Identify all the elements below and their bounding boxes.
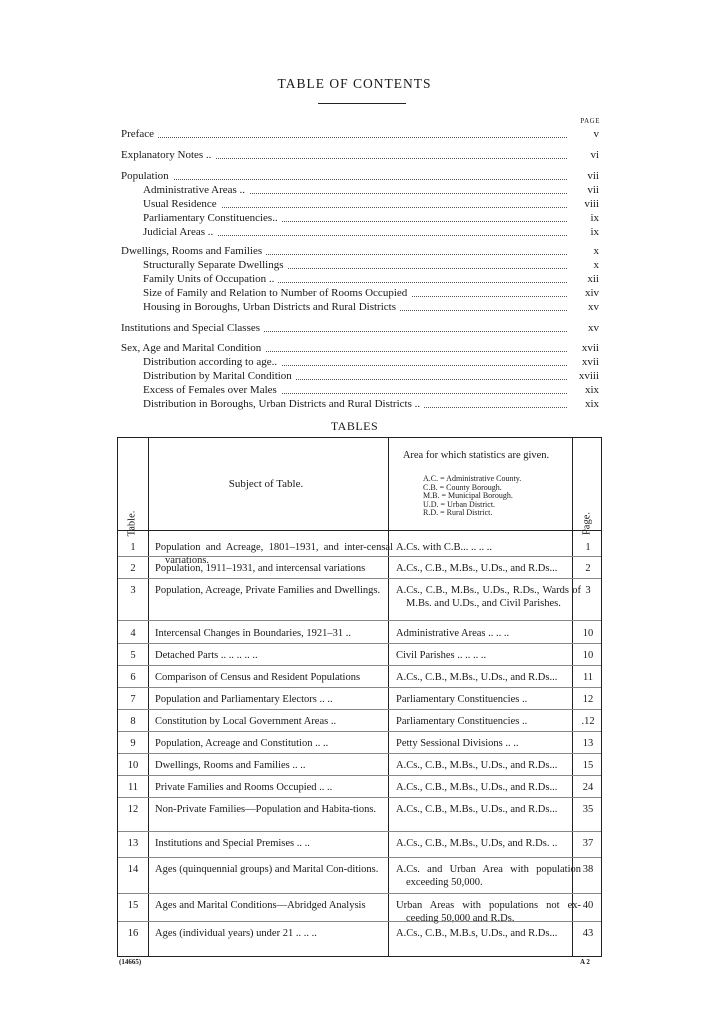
toc-entry-page: ix	[586, 225, 599, 239]
header-divider	[118, 530, 601, 531]
row-divider	[118, 709, 601, 710]
toc-entry	[143, 258, 599, 272]
toc-entry-page: xix	[581, 397, 599, 411]
table-page: 15	[582, 760, 594, 771]
legend-item: R.D. = Rural District.	[423, 508, 493, 518]
table-area: A.Cs., C.B., M.Bs., U.Ds, and R.Ds. ..	[396, 838, 558, 849]
row-divider	[118, 731, 601, 732]
table-subject: Institutions and Special Premises .. ..	[155, 838, 310, 849]
print-code: (14665)	[119, 958, 142, 966]
toc-entry	[143, 225, 599, 239]
table-number: 16	[127, 928, 139, 939]
row-divider	[118, 556, 601, 557]
table-page: 3	[585, 585, 591, 596]
row-divider	[118, 578, 601, 579]
toc-entry-label: Family Units of Occupation ..	[143, 273, 278, 285]
table-subject: Detached Parts .. .. .. .. ..	[155, 650, 258, 661]
table-number: 7	[130, 694, 136, 705]
toc-entry-label: Distribution according to age..	[143, 356, 281, 368]
table-number: 1	[130, 542, 136, 553]
table-number: 11	[127, 782, 139, 793]
row-divider	[118, 831, 601, 832]
toc-entry-label: Dwellings, Rooms and Families	[121, 245, 266, 257]
table-area: A.Cs., C.B., M.B.s, U.Ds., and R.Ds...	[396, 928, 558, 939]
tables-list	[117, 437, 602, 957]
toc-entry-label: Distribution in Boroughs, Urban Districts and Rural Districts ..	[143, 398, 424, 410]
signature-mark: A 2	[580, 958, 590, 966]
toc-entry	[143, 286, 599, 300]
table-subject: Population and Parliamentary Electors .. ..	[155, 694, 333, 705]
toc-entry	[143, 397, 599, 411]
table-number: 12	[127, 804, 139, 815]
toc-entry	[143, 369, 599, 383]
table-column-header: Table.	[126, 510, 138, 537]
table-area: A.Cs., C.B., M.Bs., U.Ds., and R.Ds...	[396, 782, 558, 793]
legend-item: C.B. = County Borough.	[423, 482, 502, 492]
table-subject: Population and Acreage, 1801–1931, and inter-censal variations.	[155, 542, 393, 566]
toc-entry	[143, 211, 599, 225]
table-area: Administrative Areas .. .. ..	[396, 628, 510, 639]
toc-entry	[121, 244, 599, 258]
toc-entry-page: xiv	[581, 286, 599, 300]
row-divider	[118, 921, 601, 922]
table-subject: Population, 1911–1931, and intercensal variations	[155, 563, 366, 574]
toc-entry-page: viii	[580, 197, 599, 211]
toc-entry-label: Institutions and Special Classes	[121, 322, 264, 334]
tables-heading: TABLES	[330, 419, 379, 433]
toc-entry	[143, 355, 599, 369]
toc-entry-page: x	[590, 258, 600, 272]
toc-entry-page: xvii	[578, 355, 599, 369]
row-divider	[118, 797, 601, 798]
table-page: 13	[582, 738, 594, 749]
row-divider	[118, 893, 601, 894]
page-column-label: PAGE	[580, 117, 600, 125]
table-page: 12	[582, 694, 594, 705]
table-area: A.Cs., C.B., M.Bs., U.Ds., and R.Ds...	[396, 760, 558, 771]
toc-entry	[121, 321, 599, 335]
toc-entry-page: xv	[584, 321, 599, 335]
toc-entry	[121, 148, 599, 162]
toc-entry-label: Administrative Areas ..	[143, 184, 249, 196]
toc-entry-label: Distribution by Marital Condition	[143, 370, 296, 382]
table-subject: Ages and Marital Conditions—Abridged Analysis	[155, 900, 366, 911]
title-rule	[318, 103, 406, 104]
table-number: 3	[130, 585, 136, 596]
table-subject: Comparison of Census and Resident Populations	[155, 672, 361, 683]
table-page: 37	[582, 838, 594, 849]
table-page: 11	[582, 672, 594, 683]
toc-entry-page: vii	[583, 169, 599, 183]
leader-dots	[121, 179, 567, 180]
table-area: A.Cs. with C.B... .. .. ..	[396, 542, 492, 553]
toc-entry	[143, 300, 599, 314]
table-area: A.Cs. and Urban Area with population exceeding 50,000.	[396, 864, 581, 888]
table-page: 40	[582, 900, 594, 911]
row-divider	[118, 620, 601, 621]
toc-entry-label: Sex, Age and Marital Condition	[121, 342, 265, 354]
table-number: 6	[130, 672, 136, 683]
table-page: 10	[582, 628, 594, 639]
toc-entry-label: Usual Residence	[143, 198, 221, 210]
table-page: 10	[582, 650, 594, 661]
table-number: 15	[127, 900, 139, 911]
table-area: Parliamentary Constituencies ..	[396, 716, 528, 727]
toc-entry-page: vii	[583, 183, 599, 197]
table-area: A.Cs., C.B., M.Bs., U.Ds., and R.Ds...	[396, 672, 558, 683]
toc-entry-page: xv	[584, 300, 599, 314]
toc-entry-page: ix	[586, 211, 599, 225]
toc-entry-label: Judicial Areas ..	[143, 226, 217, 238]
area-column-header: Area for which statistics are given.	[402, 450, 550, 461]
table-area: Parliamentary Constituencies ..	[396, 694, 528, 705]
table-subject: Ages (quinquennial groups) and Marital Con-ditions.	[155, 864, 379, 875]
table-subject: Intercensal Changes in Boundaries, 1921–31 ..	[155, 628, 351, 639]
table-subject: Dwellings, Rooms and Families .. ..	[155, 760, 306, 771]
toc-entry-page: xii	[583, 272, 599, 286]
table-area: A.Cs., C.B., M.Bs., U.Ds., R.Ds., Wards of M.Bs. and U.Ds., and Civil Parishes.	[396, 585, 581, 609]
row-divider	[118, 775, 601, 776]
page-title: TABLE OF CONTENTS	[277, 76, 432, 91]
table-page: 38	[582, 864, 594, 875]
table-page: .12	[581, 716, 595, 727]
page-column-header: Page.	[581, 511, 593, 536]
column-divider	[148, 438, 149, 956]
row-divider	[118, 665, 601, 666]
row-divider	[118, 753, 601, 754]
table-number: 13	[127, 838, 139, 849]
toc-entry-page: xviii	[575, 369, 599, 383]
toc-entry-label: Size of Family and Relation to Number of Rooms Occupied	[143, 287, 411, 299]
toc-entry	[121, 341, 599, 355]
table-number: 2	[130, 563, 136, 574]
toc-entry-page: xix	[581, 383, 599, 397]
toc-entry	[143, 197, 599, 211]
table-area: A.Cs., C.B., M.Bs., U.Ds., and R.Ds...	[396, 804, 558, 815]
table-number: 8	[130, 716, 136, 727]
toc-entry-label: Excess of Females over Males	[143, 384, 281, 396]
toc-entry-page: vi	[586, 148, 599, 162]
toc-entry-page: xvii	[578, 341, 599, 355]
row-divider	[118, 643, 601, 644]
toc-entry	[143, 272, 599, 286]
table-number: 4	[130, 628, 136, 639]
leader-dots	[121, 137, 567, 138]
legend-item: U.D. = Urban District.	[423, 499, 496, 509]
table-area: Civil Parishes .. .. .. ..	[396, 650, 487, 661]
table-page: 24	[582, 782, 594, 793]
table-subject: Population, Acreage and Constitution .. ..	[155, 738, 329, 749]
toc-entry-label: Preface	[121, 128, 158, 140]
table-subject: Non-Private Families—Population and Habita-tions.	[155, 804, 377, 815]
table-number: 5	[130, 650, 136, 661]
table-subject: Population, Acreage, Private Families and Dwellings.	[155, 585, 381, 596]
row-divider	[118, 857, 601, 858]
table-number: 14	[127, 864, 139, 875]
toc-entry-label: Explanatory Notes ..	[121, 149, 215, 161]
table-number: 10	[127, 760, 139, 771]
table-page: 35	[582, 804, 594, 815]
table-subject: Ages (individual years) under 21 .. .. ..	[155, 928, 317, 939]
legend-item: M.B. = Municipal Borough.	[423, 491, 513, 501]
table-page: 2	[585, 563, 591, 574]
toc-entry	[143, 183, 599, 197]
toc-entry-label: Structurally Separate Dwellings	[143, 259, 288, 271]
table-subject: Constitution by Local Government Areas ..	[155, 716, 337, 727]
table-number: 9	[130, 738, 136, 749]
table-page: 1	[585, 542, 591, 553]
abbreviation-legend	[423, 475, 521, 518]
toc-entry-page: x	[590, 244, 600, 258]
toc-entry	[143, 383, 599, 397]
toc-entry-page: v	[590, 127, 600, 141]
table-subject: Private Families and Rooms Occupied .. ..	[155, 782, 333, 793]
row-divider	[118, 687, 601, 688]
toc-entry	[121, 169, 599, 183]
legend-item: A.C. = Administrative County.	[423, 474, 522, 483]
table-area: Petty Sessional Divisions .. ..	[396, 738, 519, 749]
table-page: 43	[582, 928, 594, 939]
subject-column-header: Subject of Table.	[228, 478, 304, 490]
toc-entry-label: Population	[121, 170, 173, 182]
toc-entry-label: Parliamentary Constituencies..	[143, 212, 282, 224]
toc-entry	[121, 127, 599, 141]
table-area: A.Cs., C.B., M.Bs., U.Ds., and R.Ds...	[396, 563, 558, 574]
toc-entry-label: Housing in Boroughs, Urban Districts and Rural Districts	[143, 301, 400, 313]
table-area: Urban Areas with populations not ex-ceeding 50,000 and R.Ds.	[396, 900, 581, 924]
